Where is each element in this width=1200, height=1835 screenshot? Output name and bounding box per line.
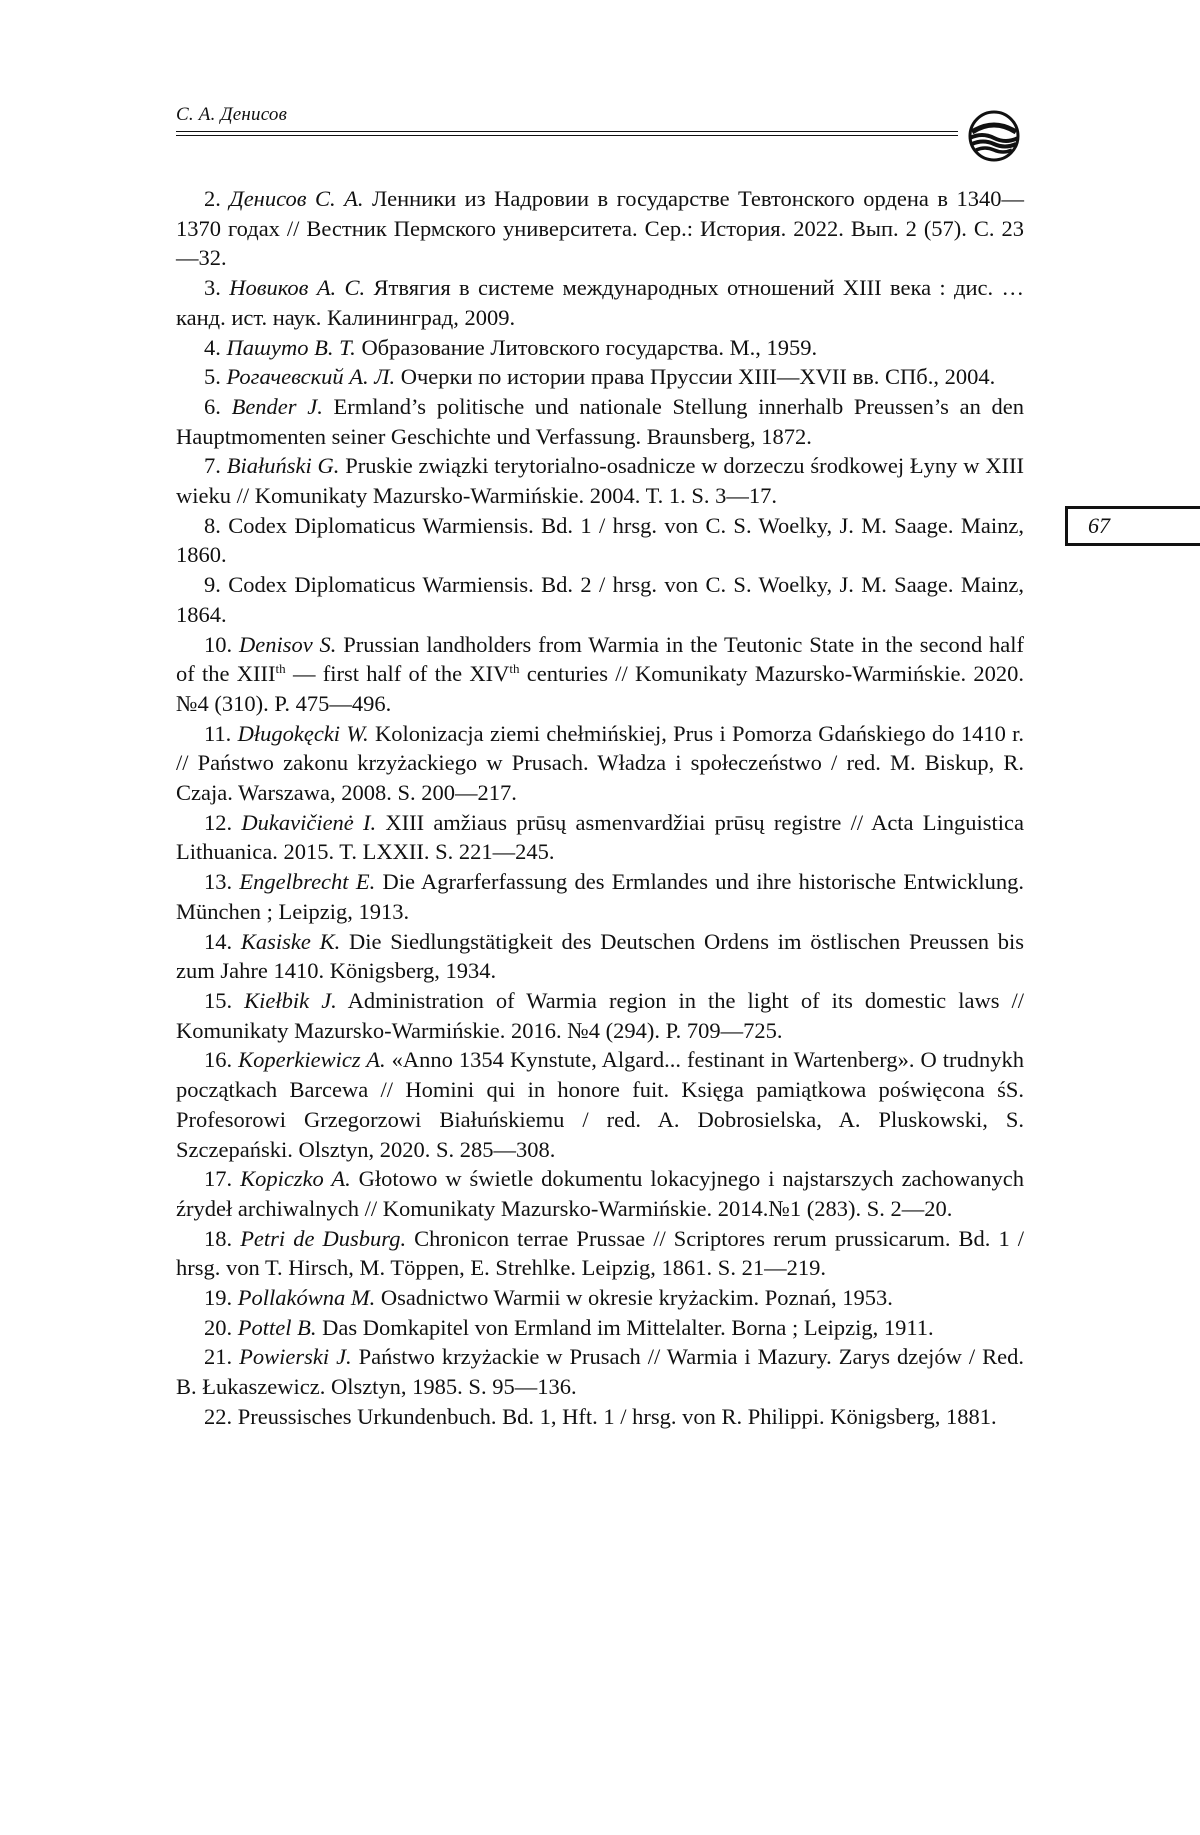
reference-item: 11. Długokęcki W. Kolonizacja ziemi chełmińskiej, Prus i Pomorza Gdańskiego do 1410 r. // Państwo zakonu krzyżackiego w Prusach. Władza i społeczeństwo / red. M. Biskup, R. Czaja. Warszawa, 2008. S. 200—217. [176, 720, 1025, 806]
page-number-box [1065, 506, 1200, 546]
reference-item: 7. Białuński G. Pruskie związki terytorialno-osadnicze w dorzeczu środkowej Łyny w XIII wieku // Komunikaty Mazursko-Warmińskie. 2004. T. 1. S. 3—17. [176, 453, 1025, 509]
reference-item: 22. Preussisches Urkundenbuch. Bd. 1, Hft. 1 / hrsg. von R. Philippi. Königsberg, 1881. [204, 1403, 997, 1429]
reference-author: Рогачевский А. Л. [226, 364, 396, 390]
journal-wave-logo-icon [962, 104, 1026, 168]
reference-item: 4. Пашуто В. Т. Образование Литовского государства. М., 1959. [204, 334, 818, 360]
reference-item: 6. Bender J. Ermland’s politische und nationale Stellung innerhalb Preussen’s an den Hauptmomenten seiner Geschichte und Verfassung. Braunsberg, 1872. [176, 393, 1024, 449]
reference-author: Pollakówna M. [237, 1285, 376, 1311]
reference-item: 16. Koperkiewicz A. «Anno 1354 Kynstute, Algard... festinant in Wartenberg». O trudnykh początkach Barcewa // Homini qui in honore fuit. Księga pamiątkowa poświęcona śS. Profesorowi Grzegorzowi Białuńskiemu / red. A. Dobrosielska, A. Pluskowski, S. Szczepański. Olsztyn, 2020. S. 285—308. [176, 1047, 1024, 1162]
reference-item: 2. Денисов С. А. Ленники из Надровии в государстве Тевтонского ордена в 1340—1370 годах // Вестник Пермского университета. Сер.: История. 2022. Вып. 2 (57). С. 23—32. [176, 186, 1024, 271]
reference-author: Długokęcki W. [237, 720, 369, 746]
reference-author: Pottel B. [237, 1314, 317, 1340]
reference-item: 19. Pollakówna M. Osadnictwo Warmii w okresie kryżackim. Poznań, 1953. [204, 1285, 893, 1311]
page-number: 67 [1088, 513, 1110, 538]
reference-item: 15. Kiełbik J. Administration of Warmia region in the light of its domestic laws // Komunikaty Mazursko-Warmińskie. 2016. №4 (294). P. 709—725. [176, 987, 1024, 1043]
reference-author: Koperkiewicz A. [238, 1047, 386, 1073]
reference-item: 18. Petri de Dusburg. Chronicon terrae Prussae // Scriptores rerum prussicarum. Bd. 1 / hrsg. von T. Hirsch, M. Töppen, E. Strehlke. Leipzig, 1861. S. 21—219. [176, 1225, 1024, 1281]
reference-item: 17. Kopiczko A. Głotowo w świetle dokumentu lokacyjnego i najstarszych zachowanych źrydeł archiwalnych // Komunikaty Mazursko-Warmińskie. 2014.№1 (283). S. 2—20. [176, 1166, 1024, 1221]
reference-author: Kopiczko A. [240, 1166, 351, 1192]
reference-author: Денисов С. А. [229, 186, 364, 211]
header-rule [176, 131, 958, 136]
reference-item: 12. Dukavičienė I. XIII amžiaus prūsų asmenvardžiai prūsų registre // Acta Linguistica Lithuanica. 2015. T. LXXII. S. 221—245. [176, 809, 1024, 865]
reference-item: 13. Engelbrecht E. Die Agrarferfassung des Ermlandes und ihre historische Entwicklung. München ; Leipzig, 1913. [176, 869, 1025, 924]
reference-author: Engelbrecht E. [239, 869, 376, 895]
reference-item: 20. Pottel B. Das Domkapitel von Ermland im Mittelalter. Borna ; Leipzig, 1911. [204, 1314, 934, 1340]
reference-item: 9. Codex Diplomaticus Warmiensis. Bd. 2 / hrsg. von C. S. Woelky, J. M. Saage. Mainz, 1864. [176, 572, 1024, 627]
reference-item: 21. Powierski J. Państwo krzyżackie w Prusach // Warmia i Mazury. Zarys dzejów / Red. B. Łukaszewicz. Olsztyn, 1985. S. 95—136. [176, 1344, 1024, 1400]
reference-item: 8. Codex Diplomaticus Warmiensis. Bd. 1 / hrsg. von C. S. Woelky, J. M. Saage. Mainz, 1860. [176, 512, 1024, 568]
reference-author: Пашуто В. Т. [226, 334, 356, 360]
reference-author: Dukavičienė I. [241, 809, 377, 835]
reference-author: Powierski J. [239, 1344, 352, 1370]
reference-author: Białuński G. [226, 453, 340, 479]
reference-author: Новиков А. С. [229, 275, 366, 301]
running-head-author: С. А. Денисов [176, 104, 288, 125]
reference-item: 5. Рогачевский А. Л. Очерки по истории права Пруссии XIII—XVII вв. СПб., 2004. [204, 364, 996, 390]
reference-author: Kasiske K. [240, 928, 341, 954]
reference-author: Bender J. [231, 393, 323, 419]
reference-author: Kiełbik J. [244, 987, 337, 1013]
reference-author: Petri de Dusburg. [240, 1225, 407, 1251]
reference-author: Denisov S. [238, 631, 337, 657]
reference-item: 3. Новиков А. С. Ятвягия в системе международных отношений XIII века : дис. … канд. ист. наук. Калининград, 2009. [176, 275, 1025, 330]
reference-list [176, 184, 1024, 1432]
reference-item: 14. Kasiske K. Die Siedlungstätigkeit des Deutschen Ordens im östlischen Preussen bis zum Jahre 1410. Königsberg, 1934. [176, 928, 1024, 984]
reference-item: 10. Denisov S. Prussian landholders from Warmia in the Teutonic State in the second half of the XIIIth — first half of the XIVth centuries // Komunikaty Mazursko-Warmińskie. 2020. №4 (310). P. 475—496. [176, 631, 1025, 716]
